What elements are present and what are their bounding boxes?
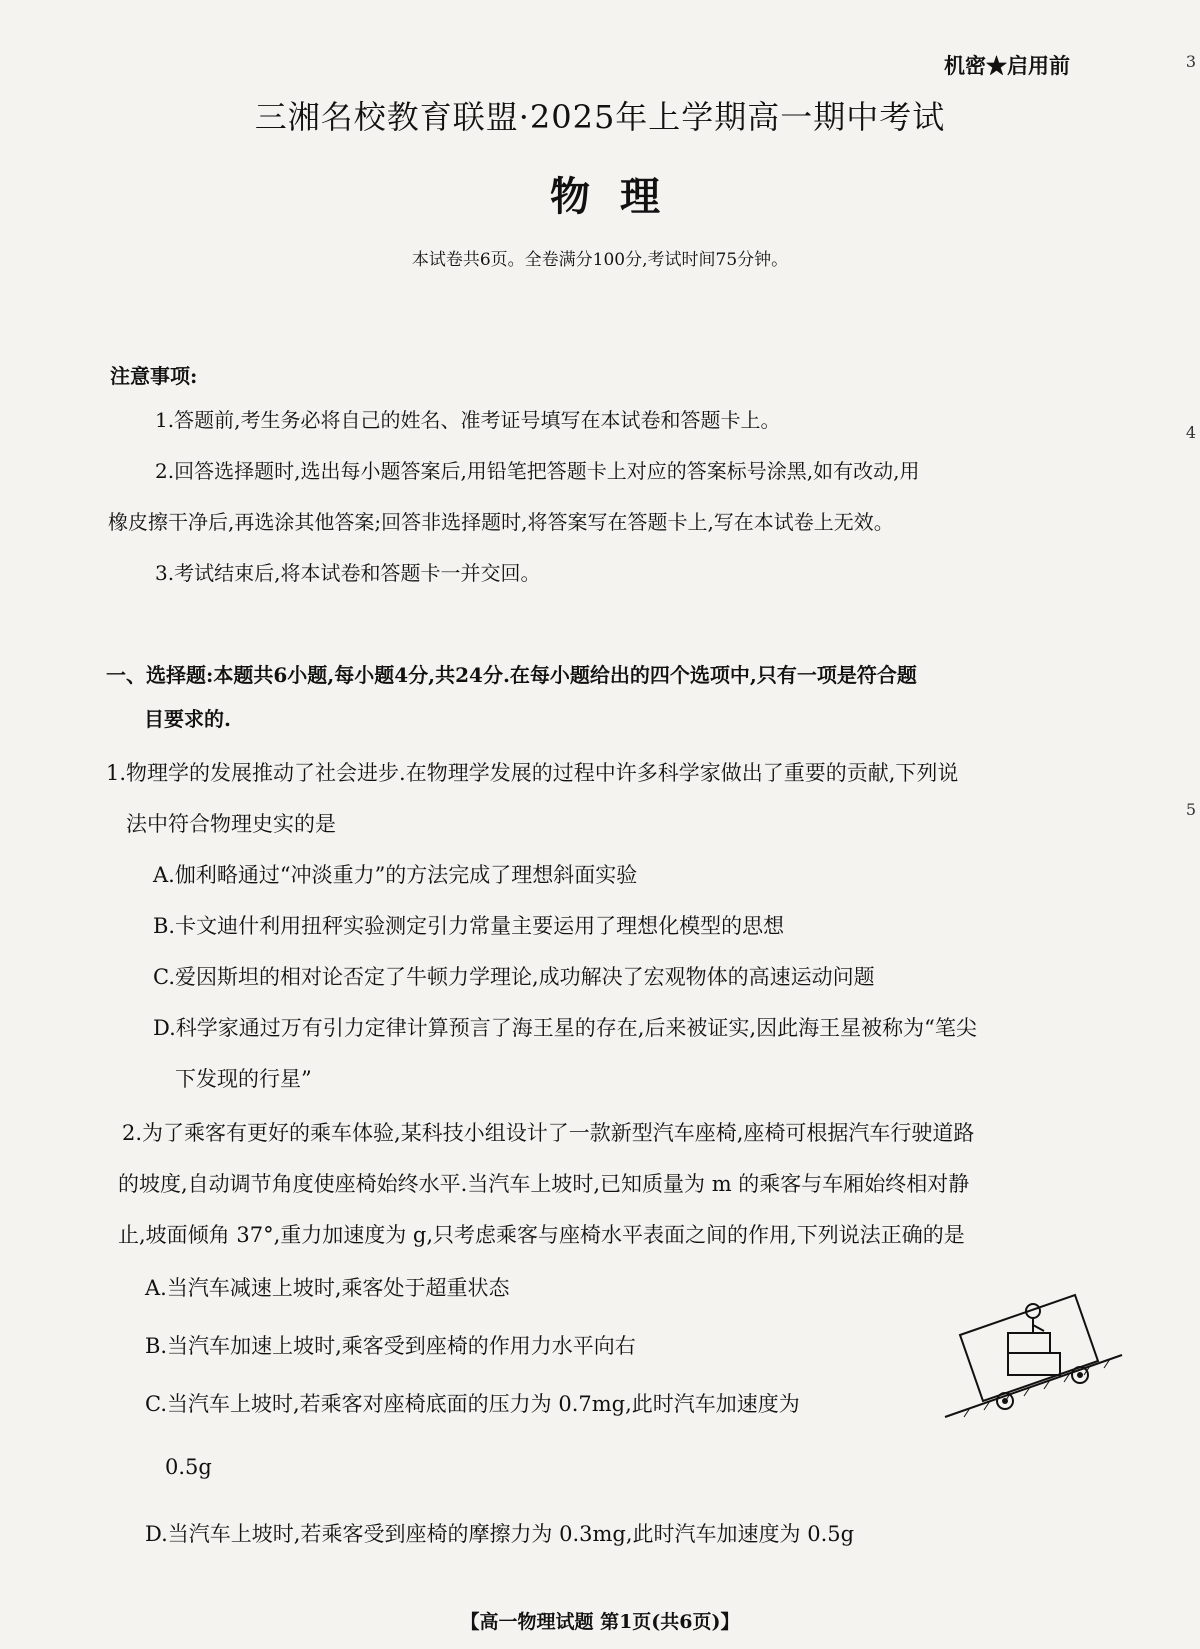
- question-1-stem: 1.物理学的发展推动了社会进步.在物理学发展的过程中许多科学家做出了重要的贡献,下列说: [106, 761, 959, 785]
- question-2-stem-continued: 的坡度,自动调节角度使座椅始终水平.当汽车上坡时,已知质量为 m 的乘客与车厢始终相对静: [118, 1172, 970, 1196]
- car-body: [960, 1295, 1098, 1401]
- question-2-option-c-continued: 0.5g: [165, 1455, 212, 1479]
- note-item-2: 2.回答选择题时,选出每小题答案后,用铅笔把答题卡上对应的答案标号涂黑,如有改动,用: [155, 459, 920, 483]
- question-2-option-a: A.当汽车减速上坡时,乘客处于超重状态: [145, 1276, 510, 1300]
- rear-wheel-hub: [1002, 1398, 1008, 1404]
- slope-line: [945, 1355, 1122, 1417]
- edge-number: 4: [1185, 423, 1196, 442]
- subject-title: 物理: [550, 173, 690, 220]
- edge-number: 3: [1185, 52, 1196, 71]
- car-on-slope-figure: [930, 1275, 1130, 1425]
- page-footer: 【高一物理试题 第1页(共6页)】: [460, 1611, 740, 1633]
- question-2-stem: 2.为了乘客有更好的乘车体验,某科技小组设计了一款新型汽车座椅,座椅可根据汽车行驶道路: [122, 1121, 975, 1145]
- note-item-3: 3.考试结束后,将本试卷和答题卡一并交回。: [155, 561, 541, 585]
- question-1-option-b: B.卡文迪什利用扭秤实验测定引力常量主要运用了理想化模型的思想: [153, 914, 785, 938]
- question-2-option-b: B.当汽车加速上坡时,乘客受到座椅的作用力水平向右: [145, 1334, 636, 1358]
- question-1-option-d: D.科学家通过万有引力定律计算预言了海王星的存在,后来被证实,因此海王星被称为“笔尖: [153, 1016, 977, 1040]
- question-1-stem-continued: 法中符合物理史实的是: [126, 812, 336, 836]
- question-1-option-d-continued: 下发现的行星”: [175, 1067, 312, 1091]
- question-1-option-c: C.爱因斯坦的相对论否定了牛顿力学理论,成功解决了宏观物体的高速运动问题: [153, 965, 875, 989]
- exam-info: 本试卷共6页。全卷满分100分,考试时间75分钟。: [411, 250, 789, 270]
- question-2-option-d: D.当汽车上坡时,若乘客受到座椅的摩擦力为 0.3mg,此时汽车加速度为 0.5g: [145, 1522, 855, 1546]
- section-heading-line1: 一、选择题:本题共6小题,每小题4分,共24分.在每小题给出的四个选项中,只有一项是符合题: [106, 663, 917, 687]
- section-heading-line2: 目要求的.: [144, 707, 231, 731]
- note-item-1: 1.答题前,考生务必将自己的姓名、准考证号填写在本试卷和答题卡上。: [155, 408, 781, 432]
- edge-number: 5: [1185, 800, 1196, 819]
- passenger-arm: [1033, 1325, 1044, 1331]
- seat-cushion: [1008, 1333, 1050, 1353]
- section-heading: [106, 653, 1106, 741]
- note-item-2-continued: 橡皮擦干净后,再选涂其他答案;回答非选择题时,将答案写在答题卡上,写在本试卷上无效。: [108, 510, 894, 534]
- exam-title: 三湘名校教育联盟·2025年上学期高一期中考试: [254, 98, 946, 136]
- question-1-option-a: A.伽利略通过“冲淡重力”的方法完成了理想斜面实验: [153, 863, 638, 887]
- seat-base: [1008, 1353, 1060, 1375]
- notes-heading: 注意事项:: [110, 364, 198, 388]
- question-2-option-c: C.当汽车上坡时,若乘客对座椅底面的压力为 0.7mg,此时汽车加速度为: [145, 1392, 800, 1416]
- confidential-mark: 机密★启用前: [944, 53, 1070, 78]
- question-2-stem-continued: 止,坡面倾角 37°,重力加速度为 g,只考虑乘客与座椅水平表面之间的作用,下列说法正确的是: [118, 1223, 965, 1247]
- front-wheel-hub: [1077, 1372, 1083, 1378]
